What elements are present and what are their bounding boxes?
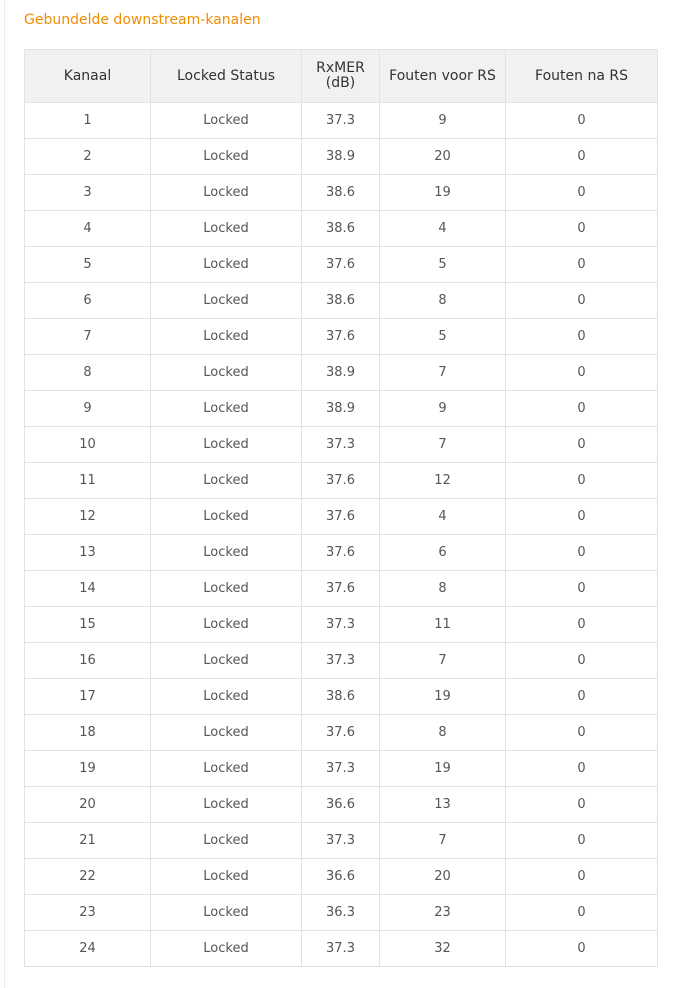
cell-pre-rs-errors: 7 [380,823,506,859]
header-rxmer-unit: (dB) [325,75,356,91]
table-row [25,319,658,355]
cell-locked-status: Locked [151,859,302,895]
cell-channel: 20 [25,787,151,823]
cell-pre-rs-errors: 6 [380,535,506,571]
table-row [25,931,658,967]
table-row [25,391,658,427]
cell-pre-rs-errors: 8 [380,283,506,319]
header-post-rs-errors: Fouten na RS [506,50,658,103]
cell-rxmer: 37.3 [302,751,380,787]
cell-channel: 22 [25,859,151,895]
cell-rxmer: 38.6 [302,175,380,211]
table-row [25,247,658,283]
cell-post-rs-errors: 0 [506,499,658,535]
table-row [25,823,658,859]
cell-locked-status: Locked [151,823,302,859]
cell-pre-rs-errors: 20 [380,859,506,895]
table-row [25,895,658,931]
table-row [25,859,658,895]
cell-post-rs-errors: 0 [506,247,658,283]
table-header [25,50,658,103]
cell-rxmer: 37.3 [302,643,380,679]
table-header-row [25,50,658,103]
cell-post-rs-errors: 0 [506,103,658,139]
table-row [25,463,658,499]
cell-pre-rs-errors: 9 [380,391,506,427]
cell-channel: 15 [25,607,151,643]
cell-rxmer: 37.6 [302,319,380,355]
cell-locked-status: Locked [151,319,302,355]
cell-locked-status: Locked [151,247,302,283]
cell-rxmer: 37.3 [302,823,380,859]
cell-pre-rs-errors: 12 [380,463,506,499]
cell-channel: 10 [25,427,151,463]
cell-pre-rs-errors: 23 [380,895,506,931]
cell-channel: 19 [25,751,151,787]
cell-locked-status: Locked [151,283,302,319]
cell-rxmer: 38.9 [302,139,380,175]
cell-locked-status: Locked [151,715,302,751]
cell-locked-status: Locked [151,211,302,247]
cell-channel: 18 [25,715,151,751]
cell-post-rs-errors: 0 [506,679,658,715]
cell-channel: 4 [25,211,151,247]
table-row [25,427,658,463]
cell-channel: 6 [25,283,151,319]
cell-locked-status: Locked [151,355,302,391]
cell-post-rs-errors: 0 [506,787,658,823]
cell-pre-rs-errors: 5 [380,247,506,283]
cell-locked-status: Locked [151,499,302,535]
cell-locked-status: Locked [151,175,302,211]
cell-pre-rs-errors: 8 [380,571,506,607]
cell-locked-status: Locked [151,895,302,931]
cell-rxmer: 37.3 [302,607,380,643]
cell-rxmer: 37.3 [302,931,380,967]
table-row [25,751,658,787]
table-row [25,283,658,319]
cell-pre-rs-errors: 13 [380,787,506,823]
cell-post-rs-errors: 0 [506,715,658,751]
cell-locked-status: Locked [151,679,302,715]
table-row [25,211,658,247]
cell-channel: 3 [25,175,151,211]
cell-rxmer: 37.3 [302,103,380,139]
cell-locked-status: Locked [151,391,302,427]
cell-pre-rs-errors: 9 [380,103,506,139]
cell-rxmer: 37.6 [302,247,380,283]
cell-locked-status: Locked [151,607,302,643]
cell-pre-rs-errors: 5 [380,319,506,355]
table-row [25,679,658,715]
cell-channel: 24 [25,931,151,967]
cell-post-rs-errors: 0 [506,931,658,967]
table-row [25,139,658,175]
cell-locked-status: Locked [151,139,302,175]
cell-post-rs-errors: 0 [506,175,658,211]
cell-locked-status: Locked [151,751,302,787]
cell-channel: 13 [25,535,151,571]
cell-post-rs-errors: 0 [506,607,658,643]
cell-post-rs-errors: 0 [506,823,658,859]
table-row [25,535,658,571]
cell-rxmer: 38.6 [302,211,380,247]
table-row [25,787,658,823]
cell-rxmer: 37.6 [302,535,380,571]
table-row [25,499,658,535]
cell-channel: 11 [25,463,151,499]
header-rxmer [302,50,380,103]
cell-post-rs-errors: 0 [506,427,658,463]
cell-channel: 17 [25,679,151,715]
cell-locked-status: Locked [151,571,302,607]
table-row [25,103,658,139]
cell-pre-rs-errors: 32 [380,931,506,967]
table-row [25,607,658,643]
cell-pre-rs-errors: 20 [380,139,506,175]
cell-rxmer: 36.3 [302,895,380,931]
table-row [25,571,658,607]
cell-post-rs-errors: 0 [506,643,658,679]
cell-pre-rs-errors: 7 [380,355,506,391]
cell-post-rs-errors: 0 [506,355,658,391]
cell-channel: 23 [25,895,151,931]
cell-rxmer: 37.6 [302,571,380,607]
table-row [25,643,658,679]
cell-rxmer: 37.6 [302,715,380,751]
cell-rxmer: 38.6 [302,679,380,715]
cell-post-rs-errors: 0 [506,283,658,319]
page-left-border [4,0,5,988]
cell-post-rs-errors: 0 [506,895,658,931]
cell-channel: 2 [25,139,151,175]
cell-locked-status: Locked [151,463,302,499]
header-channel: Kanaal [25,50,151,103]
cell-post-rs-errors: 0 [506,571,658,607]
cell-rxmer: 38.9 [302,391,380,427]
cell-rxmer: 36.6 [302,859,380,895]
table-body [25,103,658,967]
cell-locked-status: Locked [151,427,302,463]
table-row [25,715,658,751]
cell-locked-status: Locked [151,931,302,967]
cell-channel: 14 [25,571,151,607]
cell-channel: 16 [25,643,151,679]
table-row [25,355,658,391]
cell-channel: 8 [25,355,151,391]
cell-rxmer: 38.9 [302,355,380,391]
cell-rxmer: 38.6 [302,283,380,319]
cell-rxmer: 36.6 [302,787,380,823]
cell-pre-rs-errors: 7 [380,643,506,679]
cell-post-rs-errors: 0 [506,751,658,787]
cell-channel: 5 [25,247,151,283]
cell-rxmer: 37.3 [302,427,380,463]
cell-pre-rs-errors: 11 [380,607,506,643]
cell-post-rs-errors: 0 [506,859,658,895]
cell-channel: 1 [25,103,151,139]
table-row [25,175,658,211]
header-locked-status: Locked Status [151,50,302,103]
cell-post-rs-errors: 0 [506,139,658,175]
cell-channel: 9 [25,391,151,427]
cell-pre-rs-errors: 7 [380,427,506,463]
cell-channel: 7 [25,319,151,355]
cell-locked-status: Locked [151,535,302,571]
cell-pre-rs-errors: 4 [380,499,506,535]
cell-pre-rs-errors: 19 [380,751,506,787]
cell-pre-rs-errors: 4 [380,211,506,247]
cell-post-rs-errors: 0 [506,463,658,499]
cell-post-rs-errors: 0 [506,319,658,355]
cell-pre-rs-errors: 19 [380,679,506,715]
cell-channel: 21 [25,823,151,859]
downstream-channels-table [24,49,658,967]
cell-locked-status: Locked [151,787,302,823]
header-pre-rs-errors: Fouten voor RS [380,50,506,103]
cell-post-rs-errors: 0 [506,391,658,427]
cell-post-rs-errors: 0 [506,211,658,247]
cell-rxmer: 37.6 [302,499,380,535]
cell-locked-status: Locked [151,643,302,679]
cell-locked-status: Locked [151,103,302,139]
cell-pre-rs-errors: 8 [380,715,506,751]
cell-post-rs-errors: 0 [506,535,658,571]
cell-pre-rs-errors: 19 [380,175,506,211]
header-rxmer-label: RxMER [316,60,365,76]
cell-rxmer: 37.6 [302,463,380,499]
cell-channel: 12 [25,499,151,535]
section-title: Gebundelde downstream-kanalen [24,12,261,28]
